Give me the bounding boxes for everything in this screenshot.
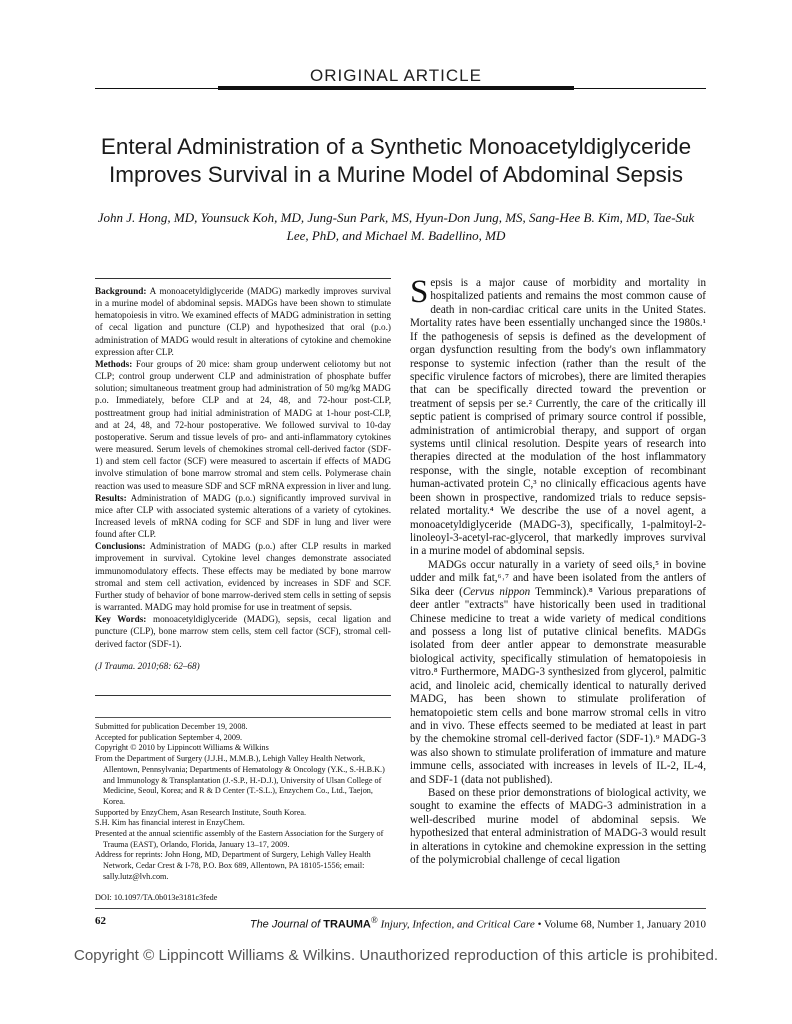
species-name: Cervus nippon bbox=[462, 585, 531, 598]
footnote-rule bbox=[95, 717, 391, 718]
footnote-presented: Presented at the annual scientific assembly of the Eastern Association for the Surgery of Trauma (EAST), Orlando, Florida, January 13–17, 2009. bbox=[95, 829, 384, 849]
journal-name: TRAUMA bbox=[323, 918, 371, 931]
footnote-interest: S.H. Kim has financial interest in EnzyChem. bbox=[95, 818, 245, 828]
citation: (J Trauma. 2010;68: 62–68) bbox=[95, 660, 200, 671]
paragraph-2-text-b: Temminck).⁸ Various preparations of deer antler "extracts" have historically been used in traditional Chinese medicine to treat a wide variety of medical conditions and possess a long list of putative clinical benefits. MADGs isolated from deer antler appear to demonstrate measurable biological activity, specifically stimulation of hematopoiesis in vitro.⁸ Furthermore, MADG-3 synthesized from glycerol, palmitic acid, and linoleic acid, chemically identical to naturally derived MADG, has been shown to stimulate proliferation of hematopoietic stem cells and bone marrow stromal cells in vitro and in vivo. These effects seemed to be mediated at least in part by the chemokine stromal cell-derived factor (SDF-1).⁹ MADG-3 was also shown to stimulate proliferation of immature and mature immune cells, associated with increases in levels of IL-2, IL-4, and SDF-1 (data not published). bbox=[410, 585, 706, 786]
footnote-accepted: Accepted for publication September 4, 2009. bbox=[95, 732, 243, 742]
footnote-submitted: Submitted for publication December 19, 2008. bbox=[95, 722, 248, 731]
abstract-background bbox=[95, 285, 391, 358]
author-list: John J. Hong, MD, Younsuck Koh, MD, Jung-Sun Park, MS, Hyun-Don Jung, MS, Sang-Hee B. Kim, MD, Tae-Suk Lee, PhD, and Michael M. Badellino, MD bbox=[97, 210, 695, 243]
abstract-results bbox=[95, 492, 391, 541]
doi: DOI: 10.1097/TA.0b013e3181c3fede bbox=[95, 892, 218, 902]
body-paragraph-2 bbox=[410, 559, 706, 787]
abstract bbox=[95, 285, 391, 672]
keywords-label: Key Words: bbox=[95, 614, 147, 625]
results-text: Administration of MADG (p.o.) significantly improved survival in mice after CLP with associated systemic alterations of a variety of cytokines. Increased levels of mRNA coding for SCF and SDF in lung and liver were found after CLP. bbox=[95, 492, 391, 540]
footnote-reprints: Address for reprints: John Hong, MD, Department of Surgery, Lehigh Valley Health Network, Cedar Crest & I-78, P.O. Box 689, Allentown, PA 18105-1556; email: sally.lutz@lvh.com. bbox=[95, 850, 371, 881]
body-paragraph-1 bbox=[410, 274, 706, 559]
registered-mark: ® bbox=[370, 915, 378, 925]
drop-cap: S bbox=[410, 274, 429, 310]
footnotes bbox=[95, 722, 391, 903]
methods-text: Four groups of 20 mice: sham group underwent celiotomy but not CLP; control group underwent CLP and administration of phosphate buffer solution; simultaneous treatment group had administration of 50 mg/kg MADG p.o. Immediately, before CLP and at 24, 48, and 72-hour post-CLP, posttreatment group had initial administration of MADG at 1-hour post-CLP, and at 24, 48, and 72-hour postoperative. We followed survival to 10-day postoperative. Serum and tissue levels of pro- and anti-inflammatory cytokines were measured. Serum levels of chemokines stromal cell-derived factor (SDF-1) and stem cell factor (SCF) were measured to ascertain if effects of MADG involve stimulation of bone marrow stromal and stem cells. Polymerase chain reaction was used to measure SDF and SCF mRNA expression in liver and lung. bbox=[95, 358, 392, 491]
methods-label: Methods: bbox=[95, 358, 133, 369]
background-text: A monoacetyldiglyceride (MADG) markedly improves survival in a murine model of abdominal sepsis. MADGs have been shown to stimulate hematopoiesis in vitro. We examined effects of MADG administration in setting of cecal ligation and puncture (CLP) and hypothesized that oral (p.o.) administration of MADG would result in alterations of cytokine and chemokine expression after CLP. bbox=[95, 286, 391, 357]
article-title: Enteral Administration of a Synthetic Monoacetyldiglyceride Improves Survival in a Murine Model of Abdominal Sepsis bbox=[100, 134, 692, 187]
body-paragraph-3: Based on these prior demonstrations of biological activity, we sought to examine the effects of MADG-3 administration in a well-described murine model of abdominal sepsis. We hypothesized that enteral administration of MADG-3 would result in alterations in cytokine and chemokine expression in the setting of the polymicrobial challenge of cecal ligation bbox=[410, 787, 706, 867]
header-rule-thin bbox=[95, 88, 706, 89]
footer-rule bbox=[95, 908, 706, 909]
paragraph-2-text-a: MADGs occur naturally in a variety of seed oils,⁵ in bovine udder and milk fat,⁶˒⁷ and have been isolated from the antlers of Sika deer ( bbox=[410, 558, 706, 598]
abstract-keywords bbox=[95, 613, 391, 649]
journal-subtitle: Injury, Infection, and Critical Care bbox=[377, 918, 535, 931]
journal-volume: • Volume 68, Number 1, January 2010 bbox=[534, 918, 706, 931]
journal-prefix: The Journal of bbox=[249, 918, 324, 931]
results-label: Results: bbox=[95, 492, 127, 503]
journal-reference bbox=[250, 915, 706, 931]
copyright-notice: Copyright © Lippincott Williams & Wilkins. Unauthorized reproduction of this article is prohibited. bbox=[73, 947, 719, 964]
footnote-affiliations: From the Department of Surgery (J.J.H., M.M.B.), Lehigh Valley Health Network, Allentown, Pennsylvania; Departments of Hematology & Oncology (Y.K., S.-H.B.K.) and Immunology & Transplantation (J.-S.P., H.-D.J.), University of Ulsan College of Medicine, Seoul, Korea; and R & D Center (T.-S.L.), Enzychem Co., Ltd., Taejon, Korea. bbox=[95, 754, 385, 806]
page-number: 62 bbox=[95, 915, 106, 927]
keywords-text: monoacetyldiglyceride (MADG), sepsis, cecal ligation and puncture (CLP), bone marrow stem cells, stem cell factor (SCF), stromal cell-derived factor (SDF-1). bbox=[95, 614, 392, 649]
footnote-support: Supported by EnzyChem, Asan Research Institute, South Korea. bbox=[95, 807, 307, 817]
conclusions-text: Administration of MADG (p.o.) after CLP results in marked improvement in survival. Cytokine level changes demonstrate associated immunomodulatory effects. These effects may be mediated by bone marrow stromal and stem cell activation, evidenced by increases in SDF and SCF. Further study of behavior of bone marrow-derived stem cells in setting of sepsis is warranted. MADG may hold promise for use in treatment of sepsis. bbox=[95, 541, 391, 613]
paragraph-1-text: epsis is a major cause of morbidity and mortality in hospitalized patients and remains the most common cause of death in non-cardiac critical care units in the United States. Mortality rates have been essentially unchanged since the 1980s.¹ If the pathogenesis of sepsis is defined as the development of organ dysfunction resulting from the body's own inflammatory response to systemic infection (rather than the result of the specific virulence factors of microbes), there are limited therapies that can be specifically directed toward the prevention or treatment of sepsis per se.² Currently, the care of the critically ill septic patient is comprised of primary source control if possible, administration of antimicrobial therapy, and support of organ systems until clinical resolution. Despite years of research into therapies directed at the modulation of the host inflammatory response, with the single, notable exception of recombinant human-activated protein C,³ no clinically efficacious agents have been shown in prospective, randomized trials to reduce sepsis-related mortality.⁴ We describe the use of a novel agent, a monoacetyldiglyceride (MADG-3), specifically, 1-palmitoyl-2-linoleoyl-3-acetyl-rac-glycerol, that markedly improves survival in a murine model of abdominal sepsis. bbox=[410, 277, 706, 558]
abstract-methods bbox=[95, 358, 391, 492]
footnote-copyright: Copyright © 2010 by Lippincott Williams & Wilkins bbox=[95, 743, 269, 753]
background-label: Background: bbox=[95, 286, 147, 296]
section-label: ORIGINAL ARTICLE bbox=[310, 66, 482, 85]
body-text bbox=[410, 274, 706, 868]
conclusions-label: Conclusions: bbox=[95, 541, 146, 552]
abstract-conclusions bbox=[95, 540, 391, 613]
